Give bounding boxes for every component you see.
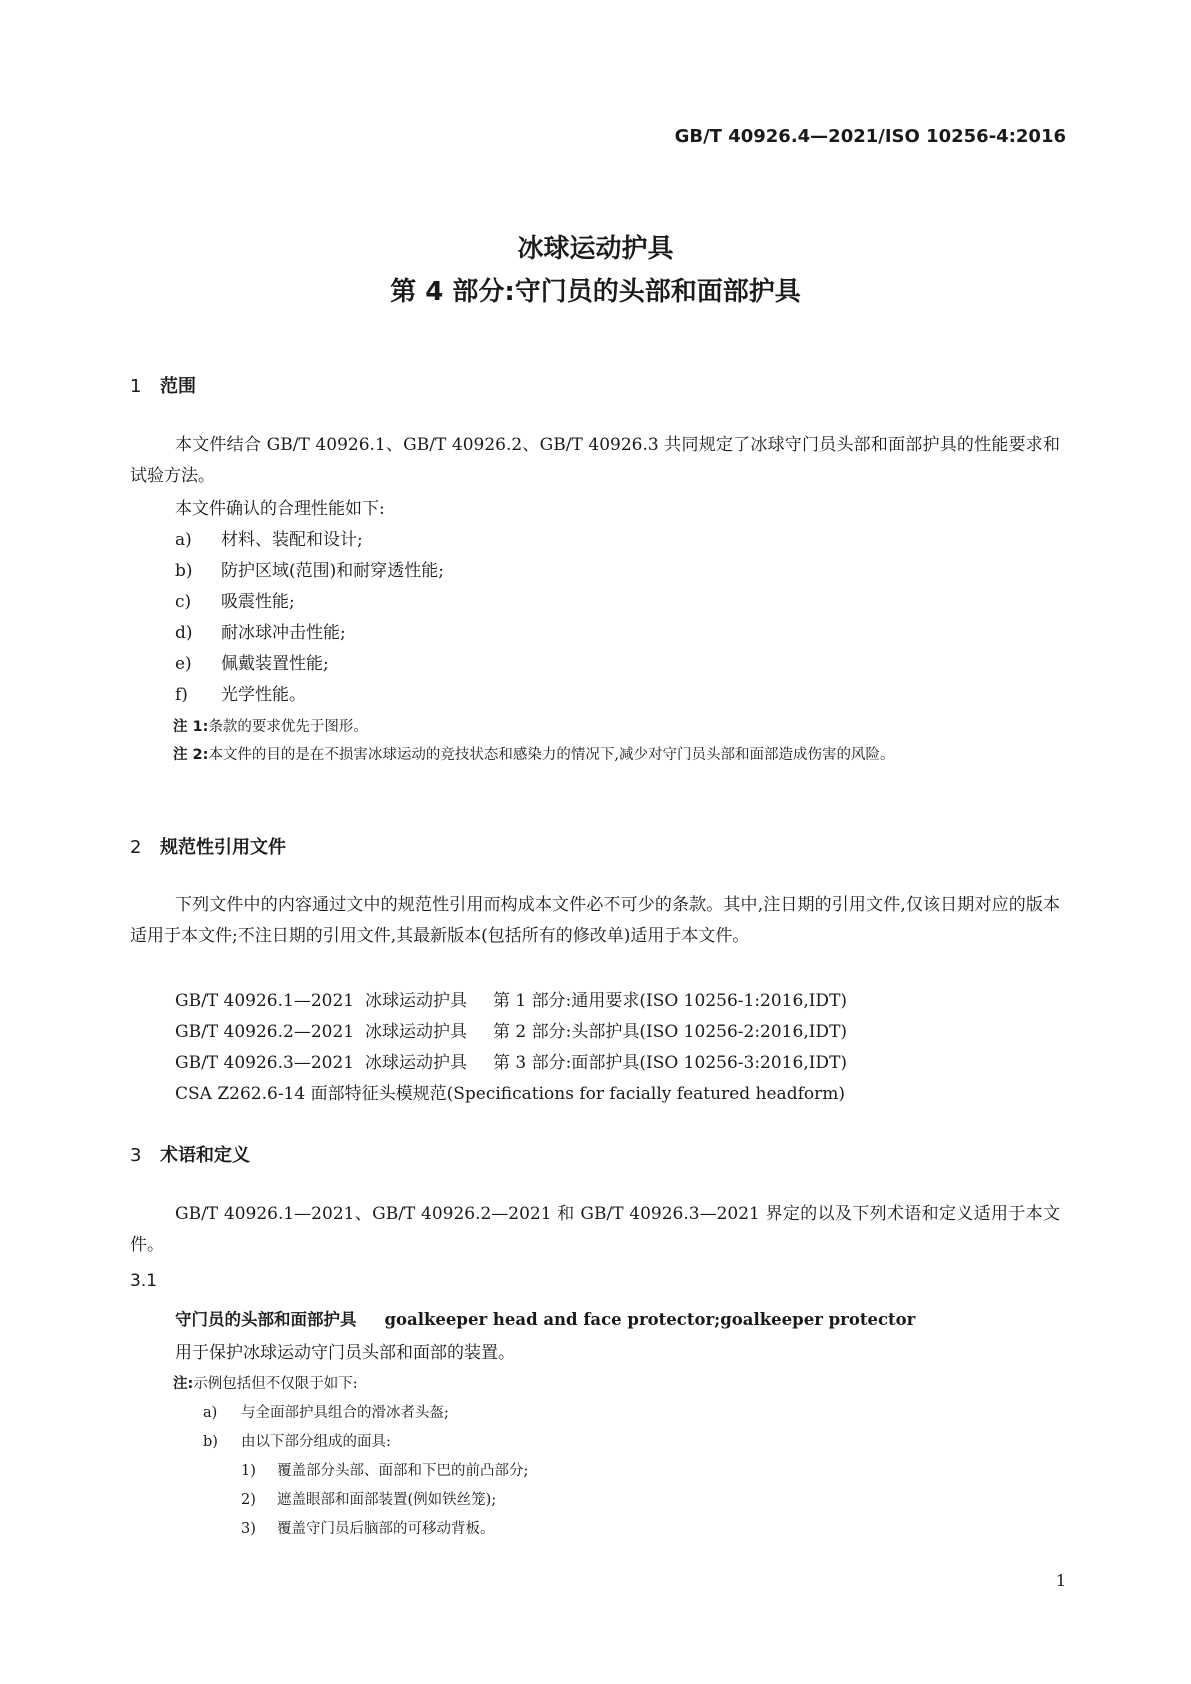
list-item: d) 耐冰球冲击性能; — [175, 623, 346, 643]
term-chinese: 守门员的头部和面部护具 — [175, 1310, 357, 1329]
list-item: b) 防护区域(范围)和耐穿透性能; — [175, 561, 444, 581]
note-1: 注 1:条款的要求优先于图形。 — [173, 719, 368, 735]
reference-item: CSA Z262.6-14 面部特征头模规范(Specifications for facially featured headform) — [175, 1084, 845, 1104]
section-3-paragraph: GB/T 40926.1—2021、GB/T 40926.2—2021 和 GB/T 40926.3—2021 界定的以及下列术语和定义适用于本文件。 — [130, 1204, 1060, 1255]
reference-item: GB/T 40926.1—2021 冰球运动护具 第 1 部分:通用要求(ISO 10256-1:2016,IDT) — [175, 991, 848, 1011]
section-number: 1 — [130, 376, 142, 397]
list-item: c) 吸震性能; — [175, 592, 295, 612]
note-sub-item: 3) 覆盖守门员后脑部的可移动背板。 — [241, 1521, 495, 1537]
section-2-paragraph: 下列文件中的内容通过文中的规范性引用而构成本文件必不可少的条款。其中,注日期的引用文件,仅该日期对应的版本适用于本文件;不注日期的引用文件,其最新版本(包括所有的修改单)适用于本文件。 — [130, 895, 1060, 946]
reference-item: GB/T 40926.3—2021 冰球运动护具 第 3 部分:面部护具(ISO 10256-3:2016,IDT) — [175, 1053, 848, 1073]
section-1-heading — [130, 372, 196, 398]
section-number: 3 — [130, 1145, 142, 1166]
list-item: e) 佩戴装置性能; — [175, 654, 329, 674]
note-list-item: a) 与全面部护具组合的滑冰者头盔; — [203, 1405, 449, 1421]
term-number: 3.1 — [130, 1271, 158, 1291]
list-item: a) 材料、装配和设计; — [175, 530, 363, 550]
term-english: goalkeeper head and face protector;goalkeeper protector — [384, 1310, 916, 1329]
section-1-intro: 本文件确认的合理性能如下: — [175, 499, 385, 519]
note-list-item: b) 由以下部分组成的面具: — [203, 1434, 391, 1450]
note-sub-item: 2) 遮盖眼部和面部装置(例如铁丝笼); — [241, 1492, 497, 1508]
list-item: f) 光学性能。 — [175, 685, 306, 705]
section-title: 范围 — [160, 376, 196, 397]
section-title: 术语和定义 — [160, 1145, 250, 1166]
section-number: 2 — [130, 837, 142, 858]
document-title-line1: 冰球运动护具 — [517, 234, 674, 264]
section-title: 规范性引用文件 — [160, 837, 286, 858]
note-sub-item: 1) 覆盖部分头部、面部和下巴的前凸部分; — [241, 1463, 529, 1479]
section-1-paragraph: 本文件结合 GB/T 40926.1、GB/T 40926.2、GB/T 40926.3 共同规定了冰球守门员头部和面部护具的性能要求和试验方法。 — [130, 435, 1060, 486]
document-title-line2: 第 4 部分:守门员的头部和面部护具 — [390, 277, 801, 307]
reference-item: GB/T 40926.2—2021 冰球运动护具 第 2 部分:头部护具(ISO 10256-2:2016,IDT) — [175, 1022, 848, 1042]
term-definition: 用于保护冰球运动守门员头部和面部的装置。 — [175, 1343, 515, 1363]
section-2-heading — [130, 833, 286, 859]
standard-code: GB/T 40926.4—2021/ISO 10256-4:2016 — [674, 126, 1066, 147]
page-number: 1 — [1055, 1571, 1066, 1590]
note-2: 注 2:本文件的目的是在不损害冰球运动的竞技状态和感染力的情况下,减少对守门员头部和面部造成伤害的风险。 — [173, 747, 895, 763]
term-entry — [175, 1306, 915, 1330]
term-note: 注:示例包括但不仅限于如下: — [173, 1376, 358, 1392]
section-3-heading — [130, 1141, 250, 1167]
